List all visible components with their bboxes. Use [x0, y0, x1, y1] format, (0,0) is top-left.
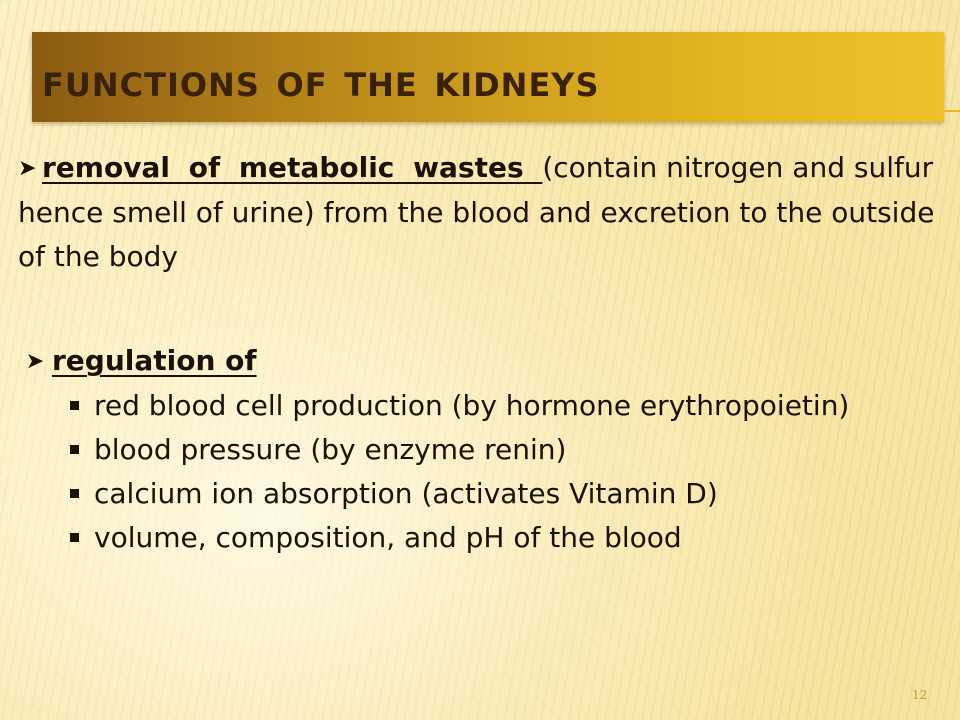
- title-divider: [944, 110, 960, 112]
- square-bullet-icon: [70, 445, 79, 454]
- slide-number: 12: [912, 688, 928, 702]
- arrow-bullet-icon: ➤: [18, 156, 37, 181]
- page-title: functions of the kidneys: [42, 53, 600, 107]
- title-bar: [32, 32, 944, 122]
- list-item-text: calcium ion absorption (activates Vitamin D): [94, 477, 718, 510]
- list-item: [66, 516, 948, 560]
- point-removal-of-wastes: [18, 146, 948, 279]
- square-bullet-icon: [70, 489, 79, 498]
- slide-content: [18, 146, 948, 560]
- point-regulation: [18, 339, 948, 384]
- arrow-bullet-icon: ➤: [25, 349, 45, 374]
- list-item-text: volume, composition, and pH of the blood: [94, 521, 682, 554]
- key-term-regulation: regulation of: [52, 344, 257, 377]
- list-item: [66, 384, 948, 428]
- list-item-text: blood pressure (by enzyme renin): [94, 433, 567, 466]
- list-item: [66, 428, 948, 472]
- key-term-removal: removal of metabolic wastes: [42, 151, 543, 184]
- list-item: [66, 472, 948, 516]
- list-item-text: red blood cell production (by hormone erythropoietin): [94, 389, 850, 422]
- square-bullet-icon: [70, 533, 79, 542]
- regulation-list: [18, 384, 948, 560]
- point-removal-text: (contain nitrogen and sulfur hence smell of urine) from the blood and excretion to the outside of the body: [18, 151, 935, 273]
- square-bullet-icon: [70, 401, 79, 410]
